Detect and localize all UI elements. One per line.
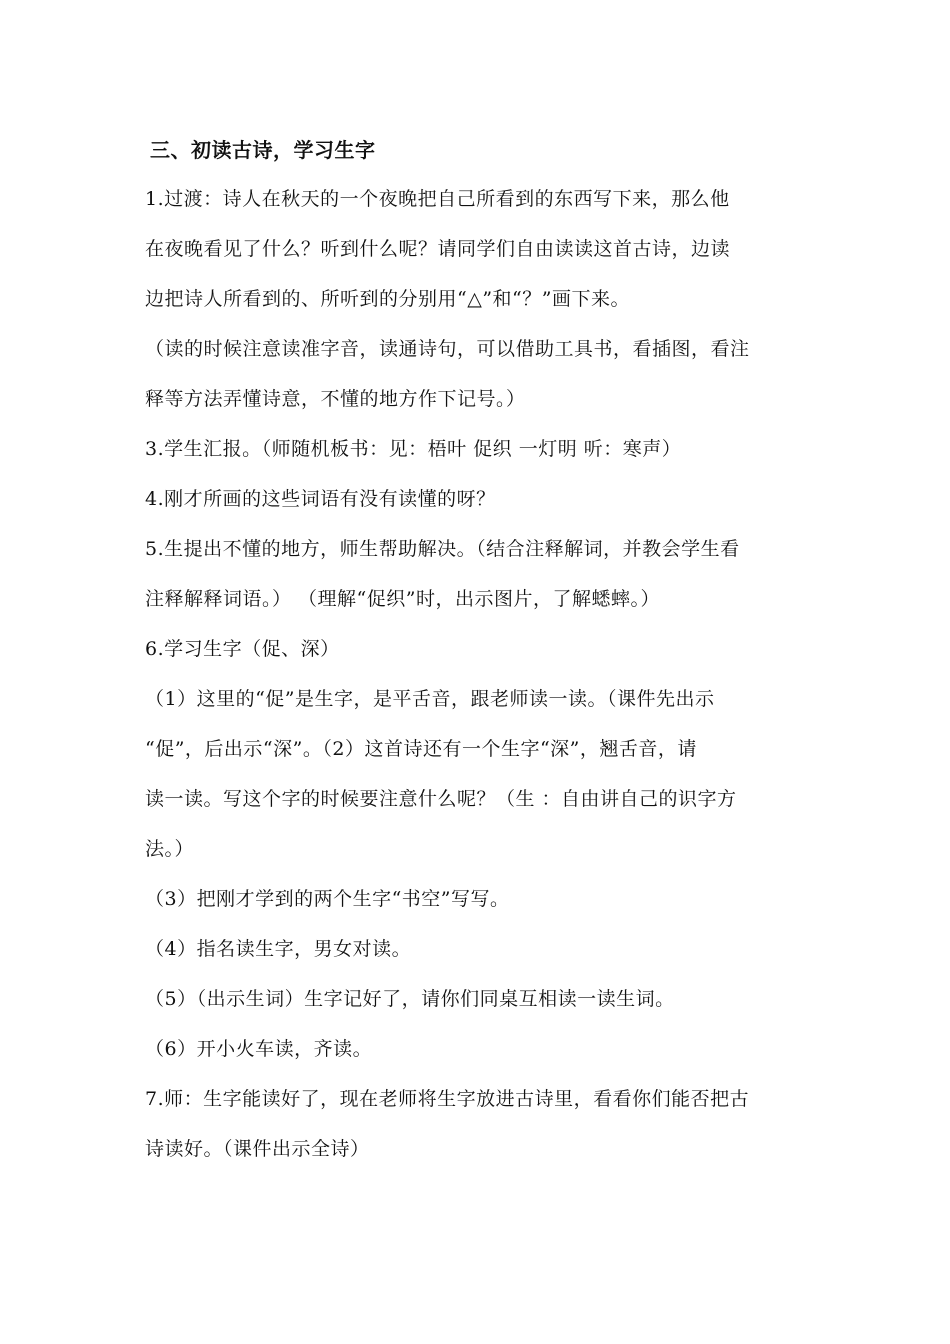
paragraph-line: 读一读。写这个字的时候要注意什么呢？（生 ：自由讲自己的识字方: [145, 788, 737, 810]
section-heading: 三、初读古诗，学习生字: [150, 138, 376, 162]
paragraph-line: “促”，后出示“深”。（2）这首诗还有一个生字“深”，翘舌音，请: [145, 738, 697, 760]
paragraph-line: （6）开小火车读，齐读。: [145, 1038, 373, 1060]
paragraph-line: （4）指名读生字，男女对读。: [145, 938, 412, 960]
paragraph-line: （1）这里的“促”是生字，是平舌音，跟老师读一读。（课件先出示: [145, 688, 715, 710]
paragraph-line: 边把诗人所看到的、所听到的分别用“△”和“？”画下来。: [145, 288, 630, 310]
paragraph-line: 3.学生汇报。（师随机板书：见：梧叶 促织 一灯明 听：寒声）: [145, 438, 682, 460]
paragraph-line: 法。）: [145, 838, 195, 860]
paragraph-line: （读的时候注意读准字音，读通诗句，可以借助工具书，看插图，看注: [145, 338, 750, 360]
paragraph-line: 4.刚才所画的这些词语有没有读懂的呀？: [145, 488, 496, 510]
paragraph-line: （5）（出示生词）生字记好了，请你们同桌互相读一读生词。: [145, 988, 675, 1010]
paragraph-line: 6.学习生字（促、深）: [145, 638, 340, 660]
paragraph-line: 在夜晚看见了什么？听到什么呢？请同学们自由读读这首古诗，边读: [145, 238, 731, 260]
paragraph-line: 诗读好。（课件出示全诗）: [145, 1138, 370, 1160]
paragraph-line: 注释解释词语。） （理解“促织”时，出示图片，了解蟋蟀。）: [145, 588, 660, 610]
paragraph-line: 释等方法弄懂诗意，不懂的地方作下记号。）: [145, 388, 526, 410]
paragraph-line: （3）把刚才学到的两个生字“书空”写写。: [145, 888, 510, 910]
paragraph-line: 1.过渡：诗人在秋天的一个夜晚把自己所看到的东西写下来，那么他: [145, 188, 730, 210]
paragraph-line: 5.生提出不懂的地方，师生帮助解决。（结合注释解词，并教会学生看: [145, 538, 740, 560]
paragraph-line: 7.师：生字能读好了，现在老师将生字放进古诗里，看看你们能否把古: [145, 1088, 750, 1110]
